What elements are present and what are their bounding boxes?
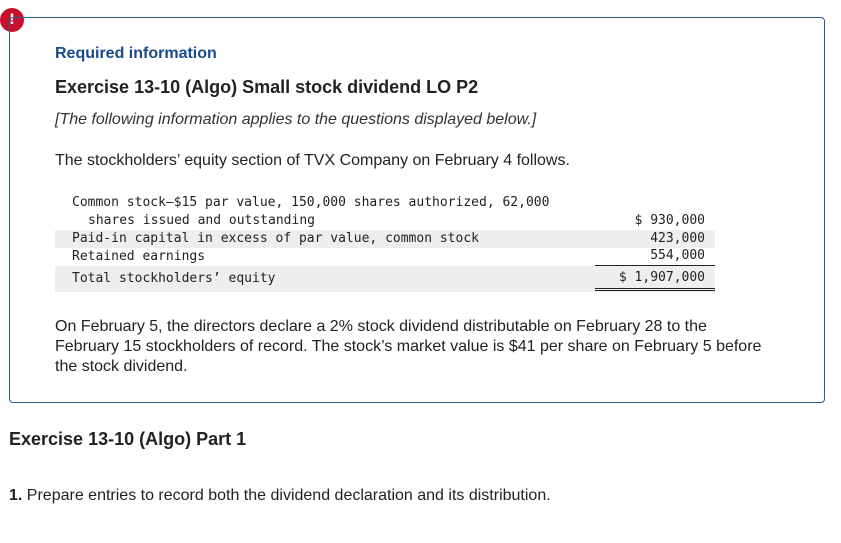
total-equity-label: Total stockholders’ equity — [72, 271, 276, 286]
required-information-heading: Required information — [55, 45, 217, 62]
stockholders-equity-table — [55, 194, 715, 292]
common-stock-label-line2: shares issued and outstanding — [88, 213, 315, 228]
common-stock-amount: $ 930,000 — [634, 213, 705, 228]
table-row-retained-earnings — [55, 248, 715, 266]
question-1 — [9, 487, 551, 505]
question-number: 1. — [9, 487, 23, 504]
part-title: Exercise 13-10 (Algo) Part 1 — [9, 429, 247, 449]
intro-text: The stockholders’ equity section of TVX Company on February 4 follows. — [55, 152, 570, 169]
table-row-common-stock — [55, 194, 715, 230]
paid-in-capital-amount: 423,000 — [650, 231, 705, 246]
common-stock-label — [55, 194, 549, 230]
exercise-title: Exercise 13-10 (Algo) Small stock dividend LO P2 — [55, 77, 479, 97]
question-text: Prepare entries to record both the dividend declaration and its distribution. — [26, 487, 551, 504]
paid-in-capital-label: Paid-in capital in excess of par value, common stock — [72, 231, 479, 246]
common-stock-label-line1: Common stock—$15 par value, 150,000 shares authorized, 62,000 — [72, 195, 550, 210]
retained-earnings-amount: 554,000 — [595, 247, 715, 266]
table-row-paid-in-capital — [55, 230, 715, 248]
applies-note: [The following information applies to the questions displayed below.] — [55, 111, 537, 128]
dividend-declaration-paragraph: On February 5, the directors declare a 2% stock dividend distributable on February 28 to the February 15 stockholders of record. The stock’s market value is $41 per share on February 5 before the stock dividend. — [55, 318, 762, 375]
total-equity-amount: $ 1,907,000 — [595, 268, 715, 291]
retained-earnings-label: Retained earnings — [72, 249, 206, 264]
alert-icon: ! — [0, 8, 24, 32]
table-row-total-equity — [55, 266, 715, 292]
